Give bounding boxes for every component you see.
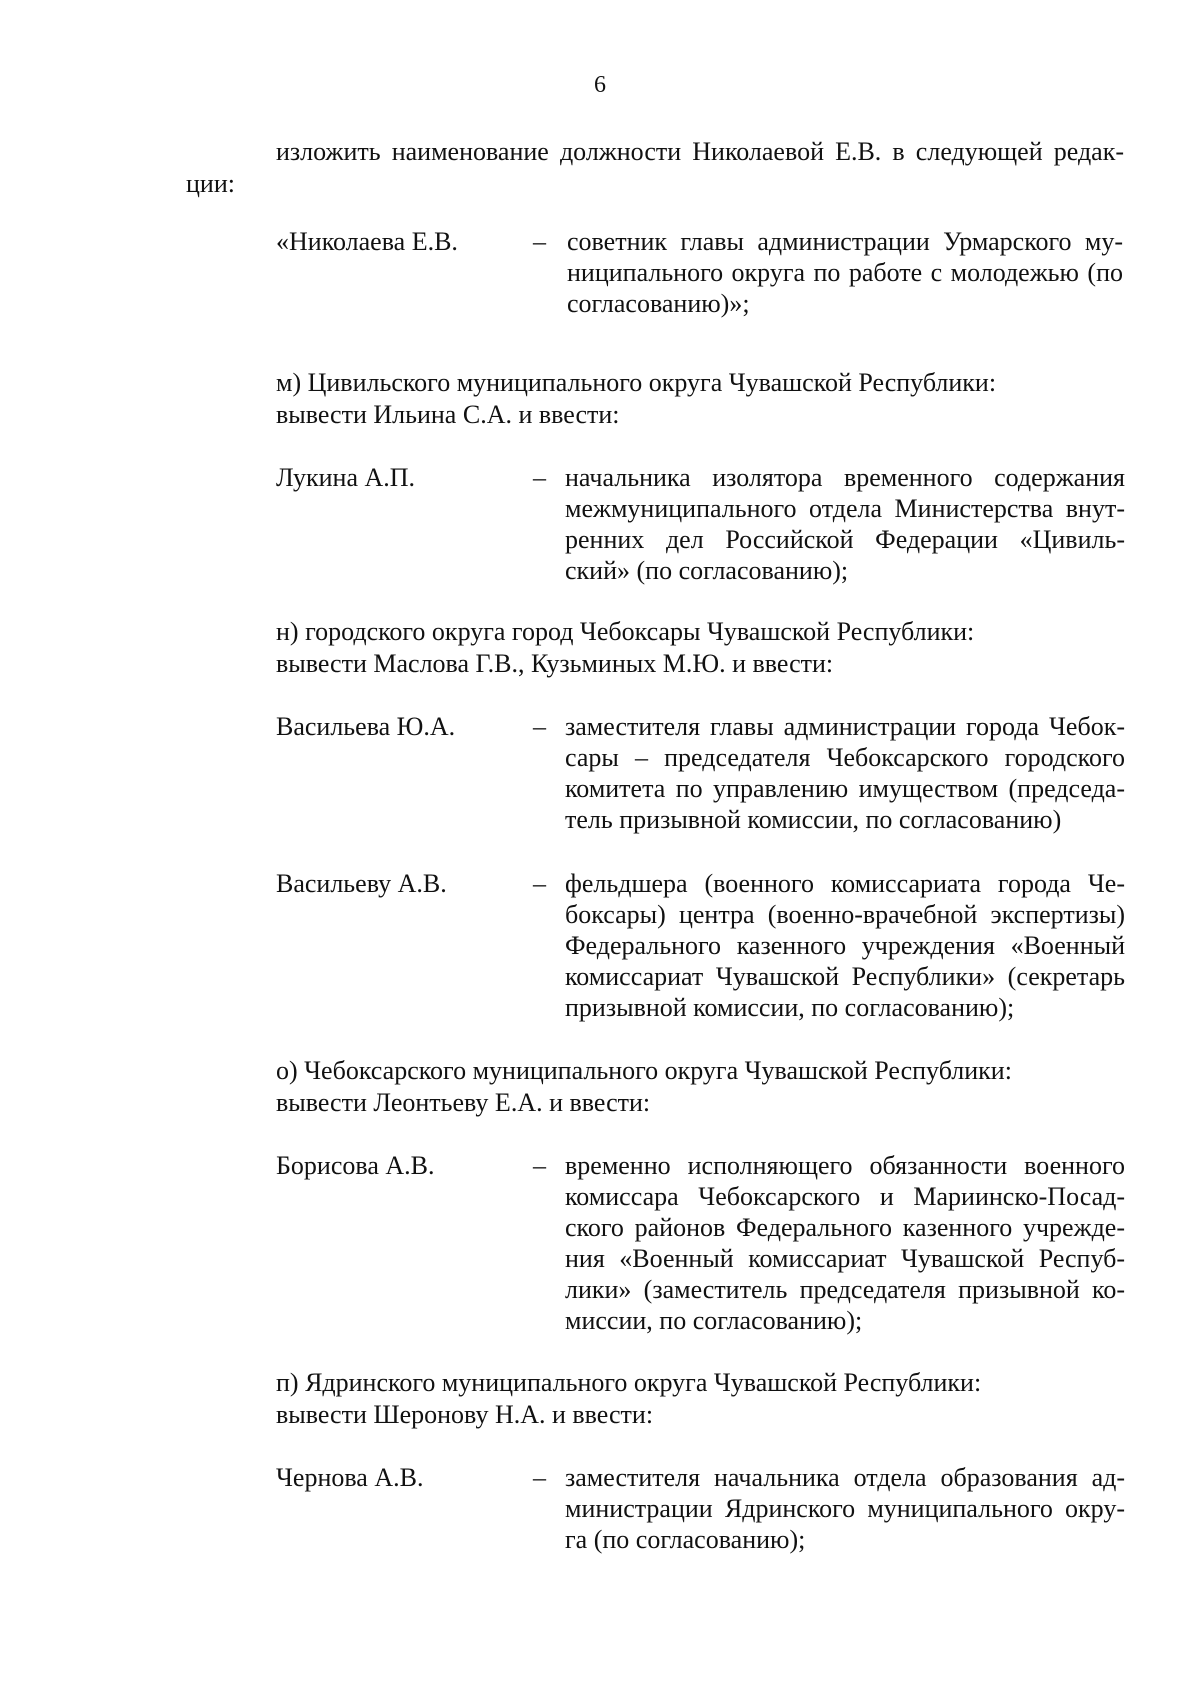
section-instruction-o: вывести Леонтьеву Е.А. и ввести: <box>276 1088 651 1117</box>
member-name: Васильева Ю.А. <box>276 712 456 741</box>
position-line: временно исполняющего обязанности военного <box>565 1151 1125 1180</box>
position-line: лики» (заместитель председателя призывной ко- <box>565 1275 1125 1304</box>
position-line: советник главы администрации Урмарского му- <box>567 227 1123 256</box>
position-line: ренних дел Российской Федерации «Цивиль- <box>565 525 1125 554</box>
position-line: комиссара Чебоксарского и Мариинско-Посад- <box>565 1182 1125 1211</box>
position-line: межмуниципального отдела Министерства внут- <box>565 494 1125 523</box>
dash-separator: – <box>533 712 546 741</box>
page-number: 6 <box>594 72 606 98</box>
section-instruction-m: вывести Ильина С.А. и ввести: <box>276 400 620 429</box>
position-line: комиссариат Чувашской Республики» (секретарь <box>565 962 1125 991</box>
position-line: комитета по управлению имуществом (председа- <box>565 774 1125 803</box>
member-name: «Николаева Е.В. <box>276 227 458 256</box>
position-line: ниципального округа по работе с молодежью (по <box>567 258 1123 287</box>
position-line: заместителя главы администрации города Чебок- <box>565 712 1125 741</box>
dash-separator: – <box>533 1151 546 1180</box>
intro-line-2: ции: <box>186 169 235 198</box>
position-line: ния «Военный комиссариат Чувашской Респуб- <box>565 1244 1125 1273</box>
member-position <box>565 1150 1125 1336</box>
position-line: тель призывной комиссии, по согласованию) <box>565 805 1062 834</box>
position-line: сары – председателя Чебоксарского городского <box>565 743 1125 772</box>
member-position <box>565 711 1125 835</box>
member-name: Чернова А.В. <box>276 1463 424 1492</box>
member-name: Борисова А.В. <box>276 1151 435 1180</box>
position-line: Федерального казенного учреждения «Военный <box>565 931 1125 960</box>
section-instruction-n: вывести Маслова Г.В., Кузьминых М.Ю. и ввести: <box>276 649 834 678</box>
position-line: заместителя начальника отдела образования ад- <box>565 1463 1125 1492</box>
position-line: министрации Ядринского муниципального окру- <box>565 1494 1125 1523</box>
position-line: начальника изолятора временного содержания <box>565 463 1125 492</box>
dash-separator: – <box>533 1463 546 1492</box>
position-line: миссии, по согласованию); <box>565 1306 863 1335</box>
member-position <box>565 462 1125 586</box>
position-line: ский» (по согласованию); <box>565 556 849 585</box>
section-instruction-p: вывести Шеронову Н.А. и ввести: <box>276 1400 654 1429</box>
dash-separator: – <box>533 463 546 492</box>
member-position <box>567 226 1123 319</box>
intro-line-1: изложить наименование должности Николаевой Е.В. в следующей редак- <box>276 137 1124 166</box>
member-position <box>565 1462 1125 1555</box>
position-line: призывной комиссии, по согласованию); <box>565 993 1015 1022</box>
dash-separator: – <box>533 869 546 898</box>
position-line: фельдшера (военного комиссариата города Че- <box>565 869 1125 898</box>
member-name: Лукина А.П. <box>276 463 416 492</box>
section-heading-n: н) городского округа город Чебоксары Чувашской Республики: <box>276 617 975 646</box>
section-heading-o: о) Чебоксарского муниципального округа Чувашской Республики: <box>276 1056 1012 1085</box>
member-name: Васильеву А.В. <box>276 869 447 898</box>
section-heading-m: м) Цивильского муниципального округа Чувашской Республики: <box>276 368 997 397</box>
position-line: боксары) центра (военно-врачебной экспертизы) <box>565 900 1125 929</box>
position-line: га (по согласованию); <box>565 1525 806 1554</box>
member-position <box>565 868 1125 1023</box>
section-heading-p: п) Ядринского муниципального округа Чувашской Республики: <box>276 1368 982 1397</box>
dash-separator: – <box>533 227 546 256</box>
position-line: ского районов Федерального казенного учрежде- <box>565 1213 1125 1242</box>
position-line: согласованию)»; <box>567 289 750 318</box>
